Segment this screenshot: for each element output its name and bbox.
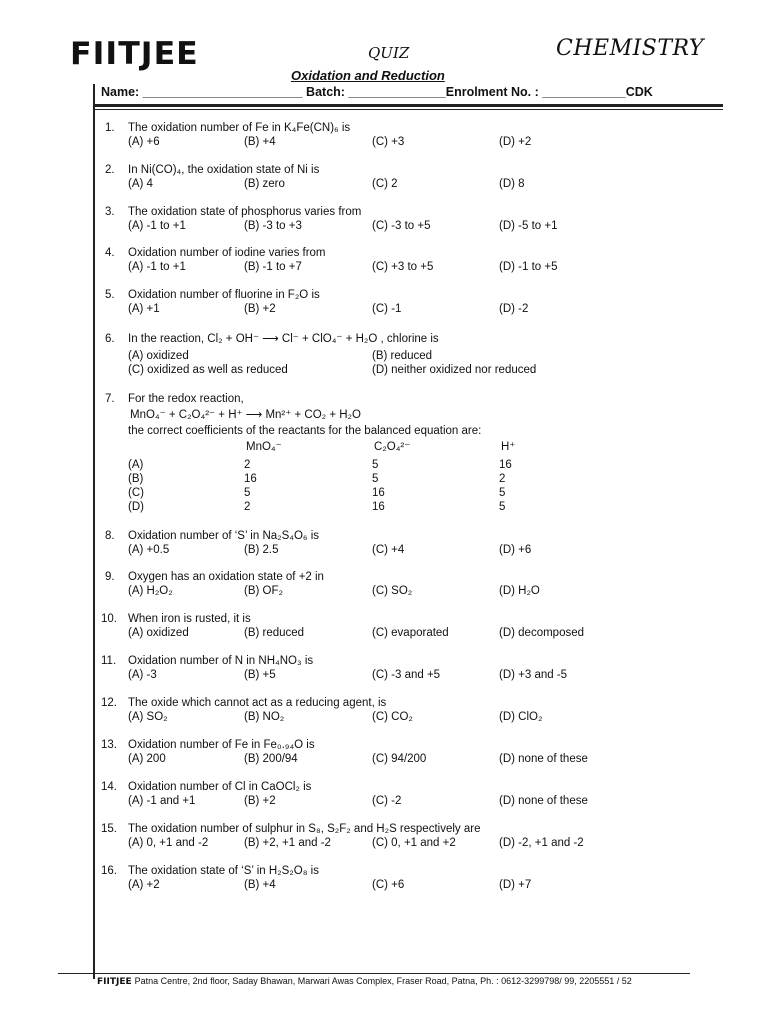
table-cell: 5 [499, 487, 506, 499]
question-number: 8. [105, 530, 115, 542]
option-c: (C) -3 to +5 [372, 220, 431, 232]
option-a: (A) H₂O₂ [128, 585, 173, 597]
option-c: (C) oxidized as well as reduced [128, 364, 288, 376]
option-b: (B) +5 [244, 669, 276, 681]
table-cell: 16 [372, 501, 385, 513]
question-stem: The oxidation state of ‘S’ in H₂S₂O₈ is [128, 865, 319, 877]
option-c: (C) 94/200 [372, 753, 427, 765]
option-a: (A) -1 to +1 [128, 220, 186, 232]
option-c: (C) -3 and +5 [372, 669, 441, 681]
option-d: (D) none of these [499, 753, 588, 765]
option-c: (C) +6 [372, 879, 405, 891]
fiitjee-logo: FIITJEE [70, 36, 199, 72]
option-a: (A) -1 and +1 [128, 795, 196, 807]
option-d: (D) +2 [499, 136, 532, 148]
option-b: (B) 2.5 [244, 544, 279, 556]
table-header-mno4: MnO₄⁻ [246, 441, 282, 453]
question-number: 6. [105, 333, 115, 345]
table-header-c2o4: C₂O₄²⁻ [374, 441, 411, 453]
option-c: (C) -2 [372, 795, 402, 807]
option-b: (B) -1 to +7 [244, 261, 302, 273]
header-rule-thin [93, 109, 723, 110]
option-c: (C) +3 [372, 136, 405, 148]
option-a: (A) 4 [128, 178, 153, 190]
question-number: 11. [101, 655, 117, 667]
question-stem: Oxidation number of ‘S’ in Na₂S₄O₆ is [128, 530, 320, 542]
option-d: (D) decomposed [499, 627, 585, 639]
option-a: (A) +6 [128, 136, 160, 148]
redox-equation: MnO₄⁻ + C₂O₄²⁻ + H⁺ ⟶ Mn²⁺ + CO₂ + H₂O [130, 409, 361, 421]
question-number: 1. [105, 122, 115, 134]
option-b: (B) +4 [244, 879, 276, 891]
table-row-label: (D) [128, 501, 144, 513]
option-d: (D) ClO₂ [499, 711, 543, 723]
question-stem: Oxidation number of iodine varies from [128, 247, 326, 259]
question-stem: When iron is rusted, it is [128, 613, 251, 625]
question-stem: In Ni(CO)₄, the oxidation state of Ni is [128, 164, 320, 176]
question-stem: The oxidation number of sulphur in S₈, S₂F₂ and H₂S respectively are [128, 823, 481, 835]
topic-title: Oxidation and Reduction [291, 68, 445, 83]
option-d: (D) -5 to +1 [499, 220, 558, 232]
question-stem: The oxidation state of phosphorus varies from [128, 206, 362, 218]
option-a: (A) +2 [128, 879, 160, 891]
question-stem: Oxygen has an oxidation state of +2 in [128, 571, 324, 583]
option-b: (B) +2, +1 and -2 [244, 837, 331, 849]
question-number: 7. [105, 393, 115, 405]
question-number: 14. [101, 781, 117, 793]
option-d: (D) +3 and -5 [499, 669, 568, 681]
question-number: 12. [101, 697, 117, 709]
subject-title: CHEMISTRY [556, 36, 704, 61]
question-number: 3. [105, 206, 115, 218]
question-stem: In the reaction, Cl₂ + OH⁻ ⟶ Cl⁻ + ClO₄⁻ + H₂O , chlorine is [128, 333, 439, 345]
option-b: (B) NO₂ [244, 711, 285, 723]
option-a: (A) 0, +1 and -2 [128, 837, 209, 849]
question-stem: The oxidation number of Fe in K₄Fe(CN)₆ is [128, 122, 351, 134]
option-c: (C) -1 [372, 303, 402, 315]
option-c: (C) 2 [372, 178, 398, 190]
question-number: 16. [101, 865, 117, 877]
table-cell: 16 [244, 473, 257, 485]
option-c: (C) +3 to +5 [372, 261, 434, 273]
question-number: 5. [105, 289, 115, 301]
footer [97, 976, 632, 987]
table-cell: 5 [244, 487, 251, 499]
option-d: (D) -2 [499, 303, 529, 315]
option-c: (C) +4 [372, 544, 405, 556]
table-cell: 2 [244, 501, 251, 513]
question-stem: Oxidation number of N in NH₄NO₃ is [128, 655, 314, 667]
table-cell: 5 [372, 459, 379, 471]
option-d: (D) -1 to +5 [499, 261, 558, 273]
student-info-line: Name: _______________________ Batch: ______________Enrolment No. : ____________CDK [101, 85, 653, 99]
option-d: (D) H₂O [499, 585, 540, 597]
option-b: (B) reduced [244, 627, 305, 639]
question-number: 4. [105, 247, 115, 259]
table-row-label: (A) [128, 459, 144, 471]
left-margin-rule [93, 84, 95, 979]
option-d: (D) 8 [499, 178, 525, 190]
option-a: (A) 200 [128, 753, 166, 765]
option-a: (A) SO₂ [128, 711, 168, 723]
option-c: (C) SO₂ [372, 585, 413, 597]
option-a: (A) oxidized [128, 627, 189, 639]
option-d: (D) -2, +1 and -2 [499, 837, 584, 849]
option-b: (B) reduced [372, 350, 433, 362]
table-header-h: H⁺ [501, 441, 516, 453]
option-c: (C) 0, +1 and +2 [372, 837, 456, 849]
option-d: (D) +7 [499, 879, 532, 891]
table-cell: 5 [499, 501, 506, 513]
option-a: (A) +0.5 [128, 544, 170, 556]
table-row-label: (B) [128, 473, 144, 485]
option-a: (A) -1 to +1 [128, 261, 186, 273]
table-cell: 16 [499, 459, 512, 471]
question-number: 9. [105, 571, 115, 583]
question-stem: Oxidation number of Fe in Fe₀.₉₄O is [128, 739, 315, 751]
question-number: 13. [101, 739, 117, 751]
question-number: 2. [105, 164, 115, 176]
option-c: (C) evaporated [372, 627, 449, 639]
option-a: (A) +1 [128, 303, 160, 315]
option-b: (B) -3 to +3 [244, 220, 302, 232]
quiz-label: QUIZ [368, 44, 410, 62]
question-stem: The oxide which cannot act as a reducing agent, is [128, 697, 387, 709]
table-cell: 5 [372, 473, 379, 485]
table-cell: 16 [372, 487, 385, 499]
option-b: (B) 200/94 [244, 753, 298, 765]
footer-rule [58, 973, 690, 974]
option-d: (D) neither oxidized nor reduced [372, 364, 537, 376]
option-a: (A) -3 [128, 669, 157, 681]
option-b: (B) +4 [244, 136, 276, 148]
table-cell: 2 [499, 473, 506, 485]
question-number: 10. [101, 613, 117, 625]
table-row-label: (C) [128, 487, 144, 499]
question-number: 15. [101, 823, 117, 835]
option-d: (D) none of these [499, 795, 588, 807]
footer-address: Patna Centre, 2nd floor, Saday Bhawan, Marwari Awas Complex, Fraser Road, Patna, Ph. : 0612-3299798/ 99, 2205551 / 52 [134, 976, 632, 986]
question-stem: Oxidation number of Cl in CaOCl₂ is [128, 781, 312, 793]
table-cell: 2 [244, 459, 251, 471]
question-stem: Oxidation number of fluorine in F₂O is [128, 289, 320, 301]
footer-logo: FIITJEE [97, 977, 132, 987]
option-a: (A) oxidized [128, 350, 189, 362]
option-b: (B) +2 [244, 795, 276, 807]
option-b: (B) zero [244, 178, 285, 190]
header-rule-thick [93, 104, 723, 107]
option-d: (D) +6 [499, 544, 532, 556]
option-b: (B) +2 [244, 303, 276, 315]
question-stem: For the redox reaction, [128, 393, 244, 405]
question-stem-continued: the correct coefficients of the reactants for the balanced equation are: [128, 425, 482, 437]
option-b: (B) OF₂ [244, 585, 283, 597]
option-c: (C) CO₂ [372, 711, 413, 723]
